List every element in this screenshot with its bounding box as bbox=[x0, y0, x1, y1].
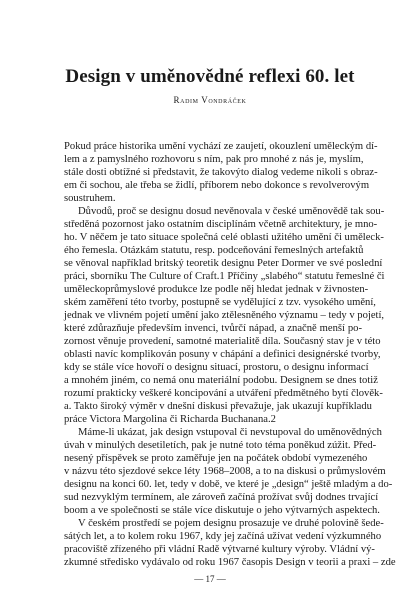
text-line: se věnoval například britský teoretik designu Peter Dormer ve své poslední bbox=[64, 258, 383, 269]
text-line: rozumí prakticky veškeré koncipování a utváření předmětného bytí člověk- bbox=[64, 388, 383, 399]
text-line: středěná pozornost jako ostatním disciplínám včetně architektury, je mno- bbox=[64, 219, 378, 230]
text-line: V českém prostředí se pojem designu prosazuje ve druhé polovině šede- bbox=[78, 518, 384, 529]
text-line: jednak ve vlivném pojetí umění jako ztělesněného významu – tedy v pojetí, bbox=[64, 310, 385, 321]
text-line: Máme-li ukázat, jak design vstupoval či nevstupoval do uměnovědných bbox=[78, 427, 382, 438]
article-author: Radim Vondráček bbox=[173, 95, 247, 105]
text-line: a. Takto široký výměr v dnešní diskusi převažuje, jak ukazují kupříkladu bbox=[64, 401, 372, 412]
text-line: v názvu této sjezdové sekce léty 1968–2008, a to na diskusi o průmyslovém bbox=[64, 466, 386, 477]
text-line: ho. V něčem je tato situace společná celé oblasti užitého umění či uměleck- bbox=[64, 232, 384, 243]
text-line: práci, sborníku The Culture of Craft.1 Příčiny „slabého“ statutu řemeslné či bbox=[64, 271, 385, 282]
paragraph-4 bbox=[64, 517, 396, 569]
text-line: které zdůrazňuje především invenci, tvůrčí nápad, a značně menší po- bbox=[64, 323, 362, 334]
text-line: lem a z pamyslného rozhovoru s ním, pak pro mnohé z nás je, myslím, bbox=[64, 154, 364, 165]
text-line: pracoviště zřízeného při vládní Radě výtvarné kultury výroby. Vládní vý- bbox=[64, 544, 375, 555]
text-line: ého řemesla. Otázkám statutu, resp. podceňování řemeslných artefaktů bbox=[64, 245, 364, 256]
text-line: zornost věnuje provedení, samotné materialitě díla. Současný stav je v této bbox=[64, 336, 381, 347]
text-line: designu na konci 60. let, tedy v době, ve které je „design“ ještě mladým a do- bbox=[64, 479, 393, 490]
text-line: oblasti navíc komplikován posuny v chápání a definici designérské tvorby, bbox=[64, 349, 381, 360]
text-line: nesený příspěvek se proto zaměřuje jen na počátek období vymezeného bbox=[64, 453, 368, 464]
article-title: Design v uměnovědné reflexi 60. let bbox=[65, 66, 355, 87]
paragraph-2 bbox=[64, 205, 385, 426]
text-line: kdy se stále více hovoří o designu situací, prostoru, o designu informací bbox=[64, 362, 369, 373]
article-body bbox=[64, 140, 396, 569]
text-line: stále dosti obtížné si představit, že takovýto dialog vedeme nikoli s obraz- bbox=[64, 167, 378, 178]
page-number: — 17 — bbox=[194, 574, 226, 584]
text-line: a mnohém jiném, co nemá onu materiální podobu. Designem se dnes totiž bbox=[64, 375, 378, 386]
paragraph-3 bbox=[64, 426, 393, 517]
text-line: uměleckoprůmyslové produkce lze podle něj hledat jednak v živnosten- bbox=[64, 284, 369, 295]
text-line: ském zaměření této tvorby, postupně se vydělující z tzv. vysokého umění, bbox=[64, 297, 376, 308]
text-line: úvah v minulých desetiletích, pak je nutné toto téma poněkud zúžit. Před- bbox=[64, 440, 377, 451]
text-line: Pokud práce historika umění vychází ze zaujetí, okouzlení uměleckým dí- bbox=[64, 141, 378, 152]
text-line: soustruhem. bbox=[64, 193, 116, 204]
text-line: práce Victora Margolina či Richarda Buchanana.2 bbox=[64, 414, 276, 425]
text-line: Důvodů, proč se designu dosud nevěnovala v české uměnovědě tak sou- bbox=[78, 206, 385, 217]
text-line: sátých let, a to kolem roku 1967, kdy jej začíná užívat vedení výzkumného bbox=[64, 531, 382, 542]
text-line: sud nezvyklým termínem, ale zároveň začíná prožívat svůj dodnes trvající bbox=[64, 492, 379, 503]
paragraph-1 bbox=[64, 140, 378, 205]
text-line: em či sochou, ale třeba se židlí, příborem nebo dokonce s revolverovým bbox=[64, 180, 370, 191]
text-line: boom a ve společnosti se stále více diskutuje o jeho výtvarných aspektech. bbox=[64, 505, 380, 516]
text-line: zkumné středisko vydávalo od roku 1967 časopis Design v teorii a praxi – zde bbox=[64, 557, 396, 568]
